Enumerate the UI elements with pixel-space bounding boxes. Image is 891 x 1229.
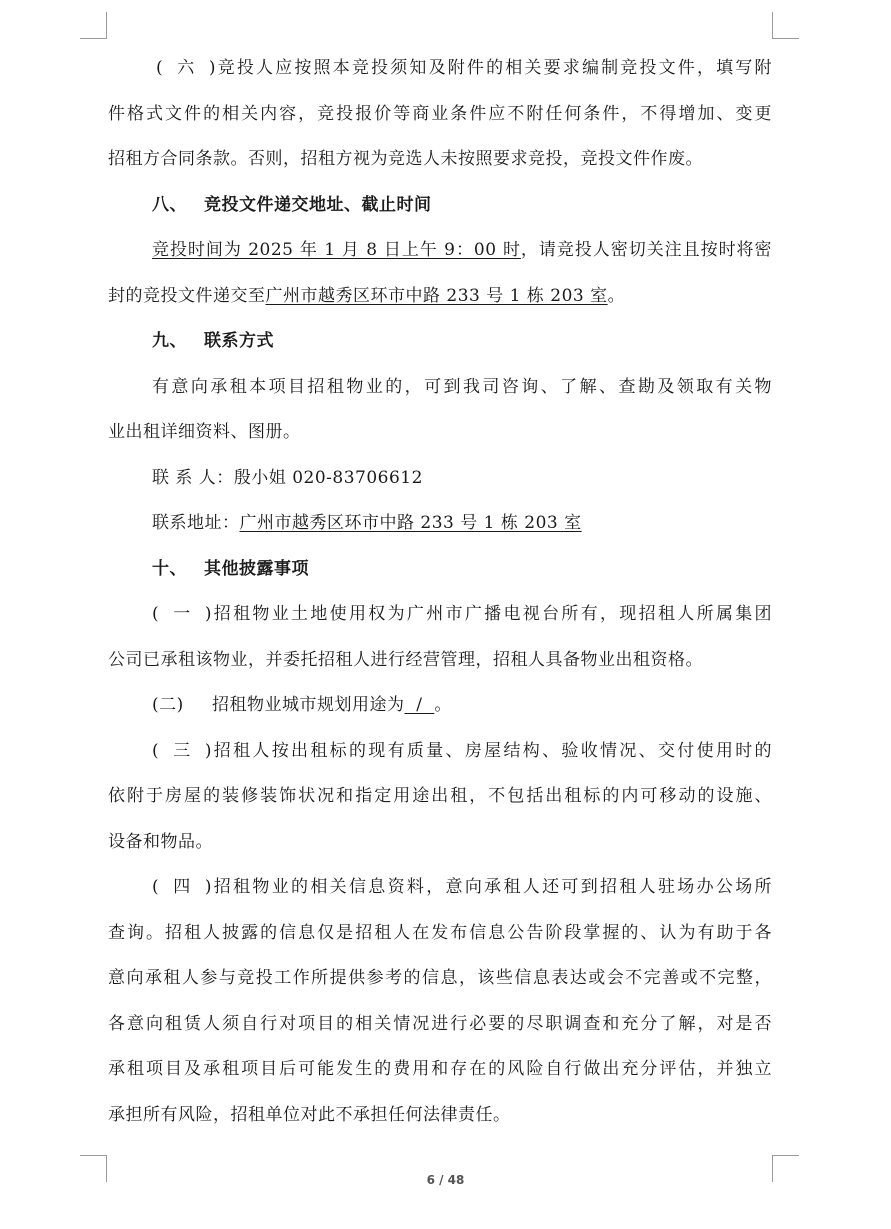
contact-value: 殷小姐 020-83706612 [233,467,423,488]
crop-mark-top-right [772,12,799,39]
item-1-line-1: (一)招租物业土地使用权为广州市广播电视台所有，现招租人所属集团 [108,592,772,638]
contact-address-line [108,501,772,547]
item-4-line-4: 各意向租赁人须自行对项目的相关情况进行必要的尽职调查和充分了解，对是否 [108,1013,772,1034]
page-number: 6 / 48 [426,1173,465,1187]
item-3-line-1: (三)招租人按出租标的现有质量、房屋结构、验收情况、交付使用时的 [108,729,772,775]
section-9-line-1: 有意向承租本项目招租物业的，可到我司咨询、了解、查勘及领取有关物 [152,376,772,397]
section-number: 十、 [152,558,187,579]
item-marker: (六) [156,58,216,78]
section-heading-9 [108,319,772,365]
contact-label: 联 系 人： [152,467,234,488]
paragraph-6-line-2: 件格式文件的相关内容，竞投报价等商业条件应不附任何条件，不得增加、变更 [108,103,772,124]
paragraph-6-line-3: 招租方合同条款。否则，招租方视为竞选人未按照要求竞投，竞投文件作废。 [108,149,703,169]
item-4-line-2: 查询。招租人披露的信息仅是招租人在发布信息公告阶段掌握的、认为有助于各 [108,922,772,943]
item-marker: (三) [152,740,212,761]
bid-time: 竞投时间为 2025 年 1 月 8 日上午 9：00 时 [152,240,521,260]
section-title: 竞投文件递交地址、截止时间 [204,194,432,215]
section-heading-8 [108,183,772,229]
section-8-line-1: 竞投时间为 2025 年 1 月 8 日上午 9：00 时，请竞投人密切关注且按时将密 [152,240,773,260]
document-body [108,46,772,1138]
paragraph-6-line-1: (六)竞投人应按照本竞投须知及附件的相关要求编制竞投文件，填写附 [108,46,772,92]
item-4-line-5: 承租项目及承租项目后可能发生的费用和存在的风险自行做出充分评估，并独立 [108,1059,772,1079]
section-heading-10 [108,547,772,593]
item-marker: (一) [152,604,212,624]
section-title: 联系方式 [204,331,274,351]
item-4-line-1: (四)招租物业的相关信息资料，意向承租人还可到招租人驻场办公场所 [108,865,772,911]
contact-person-line [108,456,772,502]
section-title: 其他披露事项 [204,558,309,579]
address-label: 联系地址： [152,513,240,533]
item-4-line-3: 意向承租人参与竞投工作所提供参考的信息，该些信息表达或会不完善或不完整， [108,968,772,988]
section-number: 八、 [152,194,187,215]
item-1-line-2: 公司已承租该物业，并委托招租人进行经营管理，招租人具备物业出租资格。 [108,649,703,670]
planning-use: / [404,695,435,715]
item-marker: (四) [152,877,212,897]
submission-address: 广州市越秀区环市中路 233 号 1 栋 203 室 [265,285,608,306]
crop-mark-top-left [80,12,107,39]
address-value: 广州市越秀区环市中路 233 号 1 栋 203 室 [239,513,582,533]
item-3-line-3: 设备和物品。 [108,831,213,852]
item-4-line-6: 承担所有风险，招租单位对此不承担任何法律责任。 [108,1104,511,1125]
item-3-line-2: 依附于房屋的装修装饰状况和指定用途出租，不包括出租标的内可移动的设施、 [108,786,772,806]
section-number: 九、 [152,331,187,351]
section-9-line-2: 业出租详细资料、图册。 [108,422,301,442]
section-8-line-2: 封的竞投文件递交至广州市越秀区环市中路 233 号 1 栋 203 室。 [108,285,626,306]
item-marker: (二) [152,695,184,715]
item-2-line-1: (二) 招租物业城市规划用途为 / 。 [108,683,772,729]
